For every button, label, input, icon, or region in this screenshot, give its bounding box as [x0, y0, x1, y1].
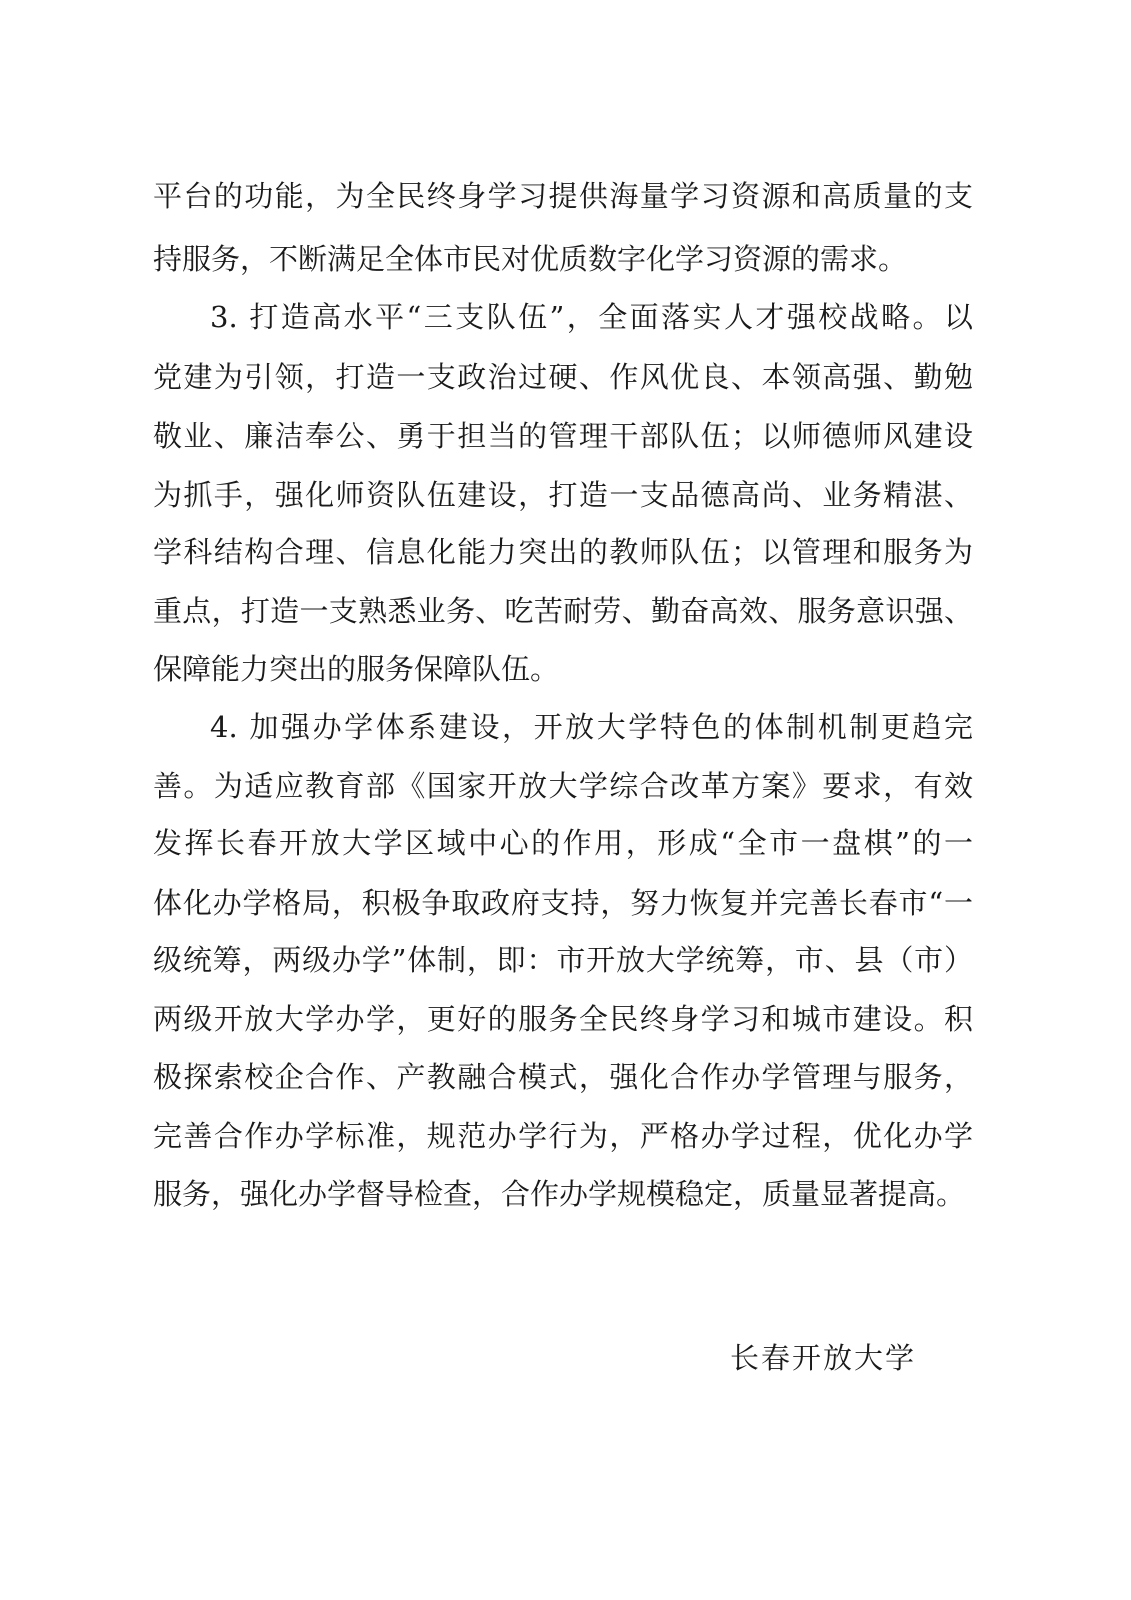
body-line-17: 完善合作办学标准，规范办学行为，严格办学过程，优化办学: [153, 1119, 973, 1153]
body-line-1: 平台的功能，为全民终身学习提供海量学习资源和高质量的支: [153, 179, 973, 213]
signature-organization: 长春开放大学: [730, 1341, 917, 1375]
body-line-14: 级统筹，两级办学”体制，即：市开放大学统筹，市、县（市）: [153, 943, 973, 977]
body-line-6: 为抓手，强化师资队伍建设，打造一支品德高尚、业务精湛、: [153, 478, 973, 512]
body-line-8: 重点，打造一支熟悉业务、吃苦耐劳、勤奋高效、服务意识强、: [153, 594, 973, 628]
body-line-16: 极探索校企合作、产教融合模式，强化合作办学管理与服务，: [153, 1060, 973, 1094]
body-line-7: 学科结构合理、信息化能力突出的教师队伍；以管理和服务为: [153, 535, 973, 569]
body-line-18: 服务，强化办学督导检查，合作办学规模稳定，质量显著提高。: [153, 1177, 966, 1211]
body-line-15: 两级开放大学办学，更好的服务全民终身学习和城市建设。积: [153, 1002, 973, 1036]
section-3-heading-line: 3. 打造高水平“三支队伍”，全面落实人才强校战略。以: [210, 300, 973, 334]
body-line-12: 发挥长春开放大学区域中心的作用，形成“全市一盘棋”的一: [153, 826, 973, 860]
section-4-heading-line: 4. 加强办学体系建设，开放大学特色的体制机制更趋完: [210, 710, 973, 744]
body-line-2: 持服务，不断满足全体市民对优质数字化学习资源的需求。: [153, 242, 908, 276]
body-line-11: 善。为适应教育部《国家开放大学综合改革方案》要求，有效: [153, 769, 973, 803]
body-line-5: 敬业、廉洁奉公、勇于担当的管理干部队伍；以师德师风建设: [153, 419, 973, 453]
body-line-13: 体化办学格局，积极争取政府支持，努力恢复并完善长春市“一: [153, 886, 973, 920]
body-line-9: 保障能力突出的服务保障队伍。: [153, 652, 560, 686]
body-line-4: 党建为引领，打造一支政治过硬、作风优良、本领高强、勤勉: [153, 360, 973, 394]
